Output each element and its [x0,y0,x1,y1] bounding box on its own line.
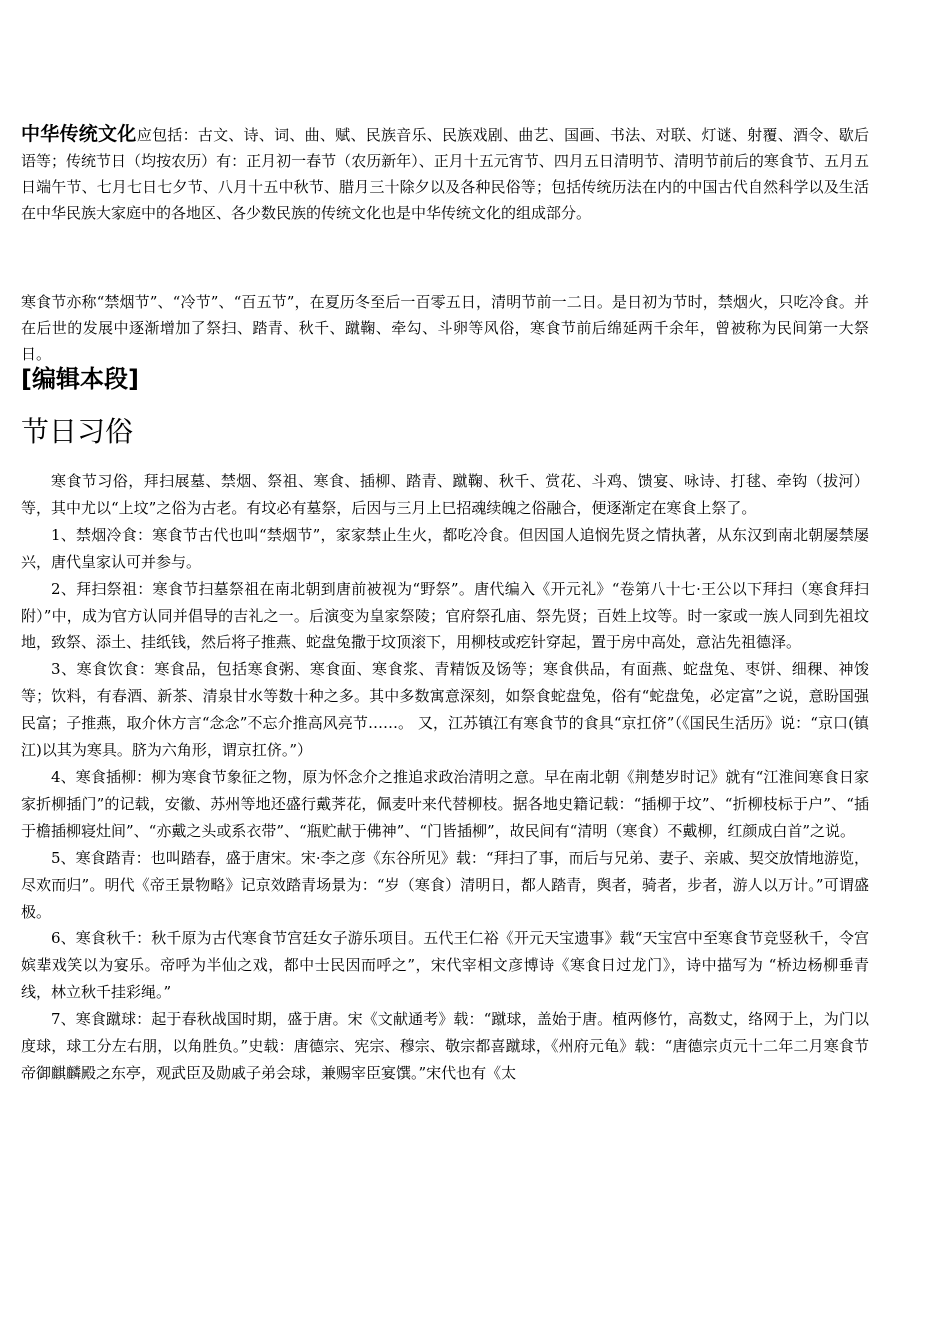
paragraph-2: 2、拜扫祭祖：寒食节扫墓祭祖在南北朝到唐前被视为“野祭”。唐代编入《开元礼》“卷第八十七·王公以下拜扫（寒食拜扫附）”中，成为官方认同并倡导的吉礼之一。后演变为皇家祭陵；官府祭孔庙、祭先贤；百姓上坟等。时一家或一族人同到先祖坟地，致祭、添土、挂纸钱，然后将子推燕、蛇盘兔撒于坟顶滚下，用柳枝或疙针穿起，置于房中高处，意沾先祖德泽。 [21,579,869,652]
section-title: 节日习俗 [21,415,134,448]
paragraph-5: 5、寒食踏青：也叫踏春，盛于唐宋。宋·李之彦《东谷所见》载：“拜扫了事，而后与兄弟、妻子、亲戚、契交放情地游览，尽欢而归”。明代《帝王景物略》记京效踏青场景为：“岁（寒食）清明日，都人踏青，舆者，骑者，步者，游人以万计。”可谓盛极。 [21,848,869,921]
section-body [21,468,869,1087]
paragraph-overview: 寒食节习俗，拜扫展墓、禁烟、祭祖、寒食、插柳、踏青、蹴鞠、秋千、赏花、斗鸡、馈宴、咏诗、打毬、牵钩（拔河）等，其中尤以“上坟”之俗为古老。有坟必有墓祭，后因与三月上巳招魂续魄之俗融合，便逐渐定在寒食上祭了。 [21,472,869,517]
intro-heading: 中华传统文化 [21,123,137,145]
edit-section-link[interactable]: [编辑本段] [21,365,139,393]
intro-paragraph [21,121,869,226]
paragraph-1: 1、禁烟冷食：寒食节古代也叫“禁烟节”，家家禁止生火，都吃冷食。但因国人追悯先贤之情执著，从东汉到南北朝屡禁屡兴，唐代皇家认可并参与。 [21,525,869,571]
hanshi-intro-paragraph: 寒食节亦称“禁烟节”、“冷节”、“百五节”，在夏历冬至后一百零五日，清明节前一二日。是日初为节时，禁烟火，只吃冷食。并在后世的发展中逐渐增加了祭扫、踏青、秋千、蹴鞠、牵勾、斗卵等风俗，寒食节前后绵延两千余年，曾被称为民间第一大祭日。 [21,293,869,363]
paragraph-4: 4、寒食插柳：柳为寒食节象征之物，原为怀念介之推追求政治清明之意。早在南北朝《荆楚岁时记》就有“江淮间寒食日家家折柳插门”的记载，安徽、苏州等地还盛行戴荠花，佩麦叶来代替柳枝。据各地史籍记载：“插柳于坟”、“折柳枝标于户”、“插于檐插柳寝灶间”、“亦戴之头或系衣带”、“瓶贮献于佛神”、“门皆插柳”，故民间有“清明（寒食）不戴柳，红颜成白首”之说。 [21,767,869,840]
paragraph-7: 7、寒食蹴球：起于春秋战国时期，盛于唐。宋《文献通考》载：“蹴球，盖始于唐。植两修竹，高数丈，络网于上，为门以度球，球工分左右朋，以角胜负。”史载：唐德宗、宪宗、穆宗、敬宗都喜蹴球，《州府元龟》载：“唐德宗贞元十二年二月寒食节帝御麒麟殿之东亭，观武臣及勋戚子弟会球，兼赐宰臣宴馔。”宋代也有《太 [21,1010,869,1082]
intro-text: 应包括：古文、诗、词、曲、赋、民族音乐、民族戏剧、曲艺、国画、书法、对联、灯谜、射覆、酒令、歇后语等；传统节日（均按农历）有：正月初一春节（农历新年）、正月十五元宵节、四月五日清明节、清明节前后的寒食节、五月五日端午节、七月七日七夕节、八月十五中秋节、腊月三十除夕以及各种民俗等；包括传统历法在内的中国古代自然科学以及生活在中华民族大家庭中的各地区、各少数民族的传统文化也是中华传统文化的组成部分。 [21,126,869,222]
paragraph-6: 6、寒食秋千：秋千原为古代寒食节宫廷女子游乐项目。五代王仁裕《开元天宝遗事》载“天宝宫中至寒食节竞竖秋千，令宫嫔辈戏笑以为宴乐。帝呼为半仙之戏，都中士民因而呼之”，宋代宰相文彦博诗《寒食日过龙门》，诗中描写为 “桥边杨柳垂青线，林立秋千挂彩绳。” [21,929,869,1002]
paragraph-3: 3、寒食饮食：寒食品，包括寒食粥、寒食面、寒食浆、青精饭及饧等；寒食供品，有面燕、蛇盘兔、枣饼、细稞、神馂等；饮料，有春酒、新茶、清泉甘水等数十种之多。其中多数寓意深刻，如祭食蛇盘兔，俗有“蛇盘兔，必定富”之说，意盼国强民富；子推燕，取介休方言“念念”不忘介推高风亮节……。 又，江苏镇江有寒食节的食具“京扛侪”（《国民生活历》说：“京口(镇江)以其为寒具。脐为六角形，谓京扛侪。”） [21,660,869,760]
